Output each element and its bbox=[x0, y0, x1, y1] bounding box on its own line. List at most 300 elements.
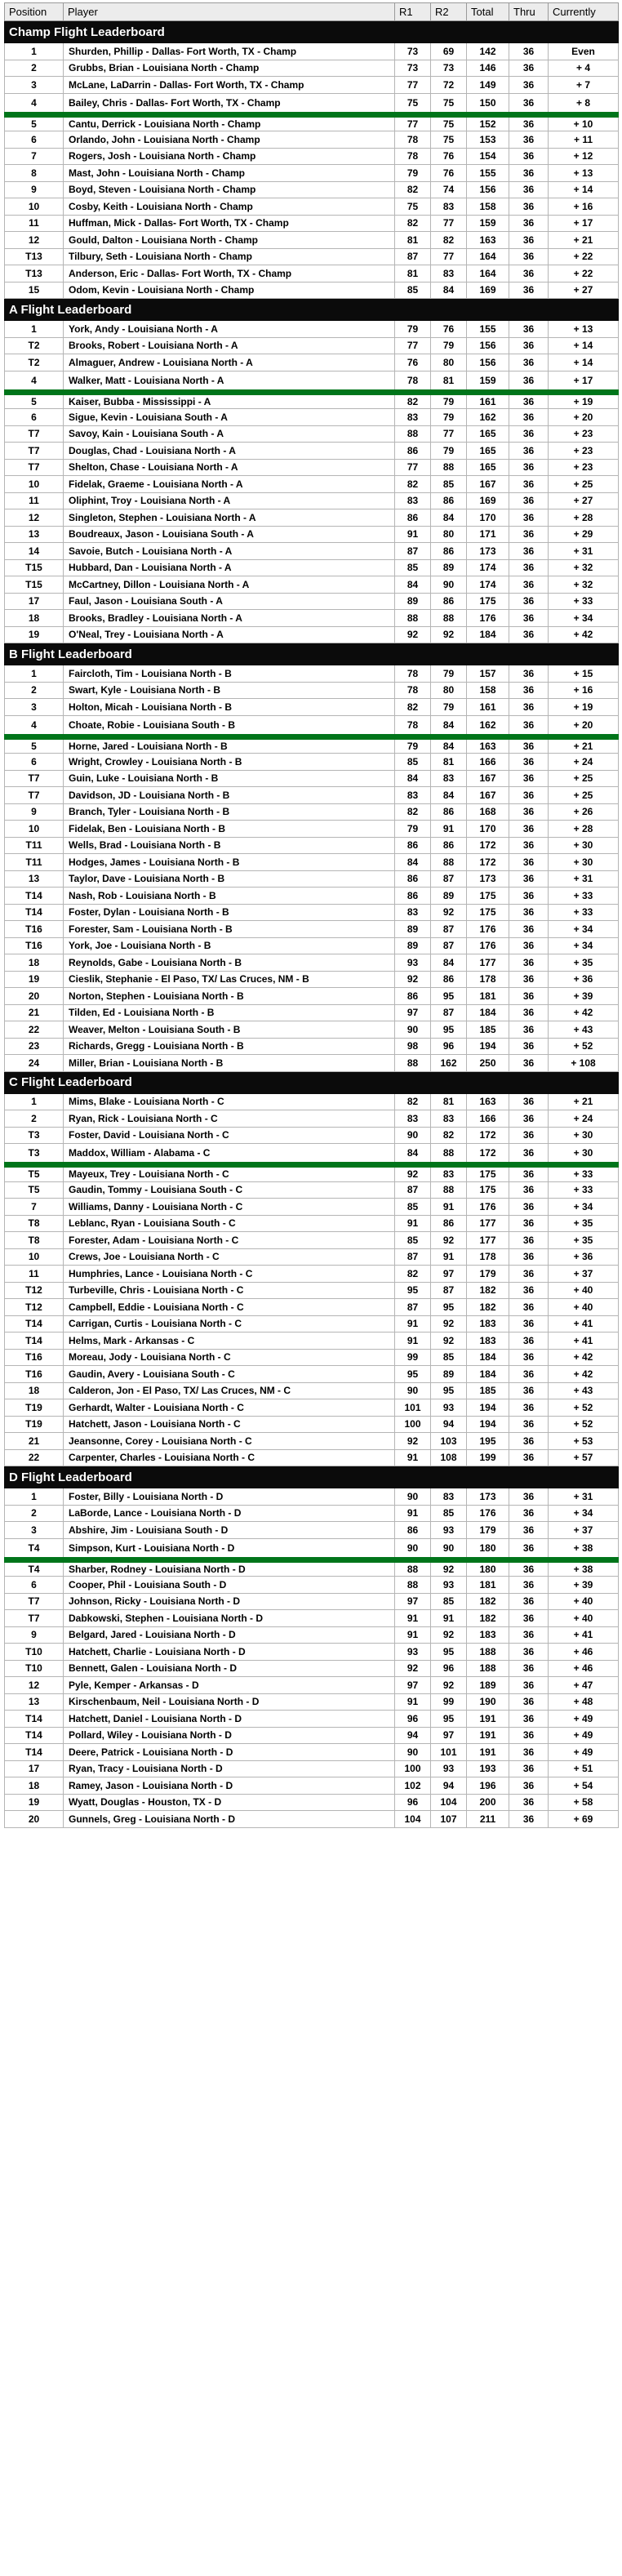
cell-total: 176 bbox=[467, 921, 509, 938]
cell-r2: 77 bbox=[431, 215, 467, 232]
cell-r2: 162 bbox=[431, 1055, 467, 1072]
cell-currently: + 30 bbox=[549, 837, 619, 854]
cell-position: T5 bbox=[5, 1181, 64, 1199]
table-row bbox=[5, 821, 619, 838]
cell-player: Douglas, Chad - Louisiana North - A bbox=[64, 443, 395, 460]
table-row bbox=[5, 476, 619, 493]
cell-currently: + 33 bbox=[549, 1165, 619, 1182]
table-row bbox=[5, 770, 619, 787]
cell-player: Faircloth, Tim - Louisiana North - B bbox=[64, 665, 395, 683]
cell-total: 163 bbox=[467, 232, 509, 249]
cell-r2: 73 bbox=[431, 60, 467, 77]
cell-player: Gaudin, Avery - Louisiana South - C bbox=[64, 1366, 395, 1383]
cell-r1: 97 bbox=[395, 1004, 431, 1021]
cell-total: 172 bbox=[467, 854, 509, 871]
cell-player: McCartney, Dillon - Louisiana North - A bbox=[64, 576, 395, 594]
table-row bbox=[5, 1266, 619, 1283]
cell-total: 193 bbox=[467, 1760, 509, 1777]
cell-player: Shurden, Phillip - Dallas- Fort Worth, TX - Champ bbox=[64, 43, 395, 60]
cell-thru: 36 bbox=[509, 1794, 549, 1811]
cell-thru: 36 bbox=[509, 593, 549, 610]
cell-position: T16 bbox=[5, 937, 64, 954]
cell-player: Huffman, Mick - Dallas- Fort Worth, TX - Champ bbox=[64, 215, 395, 232]
cell-thru: 36 bbox=[509, 1660, 549, 1677]
cell-player: Dabkowski, Stephen - Louisiana North - D bbox=[64, 1610, 395, 1627]
cell-thru: 36 bbox=[509, 1038, 549, 1055]
cell-currently: + 46 bbox=[549, 1660, 619, 1677]
cell-r1: 85 bbox=[395, 559, 431, 576]
cell-position: 18 bbox=[5, 610, 64, 627]
cell-r1: 89 bbox=[395, 921, 431, 938]
cell-position: T7 bbox=[5, 459, 64, 476]
cell-position: 10 bbox=[5, 198, 64, 216]
cell-total: 188 bbox=[467, 1660, 509, 1677]
cell-thru: 36 bbox=[509, 1004, 549, 1021]
table-row bbox=[5, 1433, 619, 1450]
cell-total: 172 bbox=[467, 1127, 509, 1144]
table-row bbox=[5, 665, 619, 683]
cell-position: 18 bbox=[5, 954, 64, 972]
cell-player: Cooper, Phil - Louisiana South - D bbox=[64, 1577, 395, 1594]
table-row bbox=[5, 870, 619, 888]
cell-r1: 84 bbox=[395, 576, 431, 594]
cell-r1: 88 bbox=[395, 1559, 431, 1577]
cell-player: Fidelak, Ben - Louisiana North - B bbox=[64, 821, 395, 838]
cell-thru: 36 bbox=[509, 1093, 549, 1110]
cell-total: 142 bbox=[467, 43, 509, 60]
cell-r1: 91 bbox=[395, 1610, 431, 1627]
cell-position: 19 bbox=[5, 626, 64, 643]
cell-position: 10 bbox=[5, 476, 64, 493]
cell-currently: + 19 bbox=[549, 699, 619, 716]
cell-position: 10 bbox=[5, 821, 64, 838]
cell-player: Mims, Blake - Louisiana North - C bbox=[64, 1093, 395, 1110]
cell-thru: 36 bbox=[509, 1577, 549, 1594]
cell-currently: + 42 bbox=[549, 1349, 619, 1366]
cell-currently: + 19 bbox=[549, 392, 619, 409]
cell-r1: 101 bbox=[395, 1399, 431, 1417]
cell-currently: + 26 bbox=[549, 803, 619, 821]
cell-r2: 91 bbox=[431, 821, 467, 838]
cell-r1: 90 bbox=[395, 1382, 431, 1399]
cell-position: 19 bbox=[5, 971, 64, 988]
cell-thru: 36 bbox=[509, 1021, 549, 1039]
table-row bbox=[5, 1538, 619, 1559]
cell-total: 155 bbox=[467, 321, 509, 338]
cell-position: T10 bbox=[5, 1660, 64, 1677]
cell-total: 188 bbox=[467, 1644, 509, 1661]
cell-thru: 36 bbox=[509, 803, 549, 821]
cell-thru: 36 bbox=[509, 870, 549, 888]
cell-currently: + 37 bbox=[549, 1522, 619, 1539]
cell-r1: 78 bbox=[395, 131, 431, 149]
cell-currently: + 52 bbox=[549, 1416, 619, 1433]
cell-thru: 36 bbox=[509, 1626, 549, 1644]
table-row bbox=[5, 1644, 619, 1661]
cell-thru: 36 bbox=[509, 93, 549, 114]
section-title: Champ Flight Leaderboard bbox=[5, 21, 619, 43]
cell-currently: + 31 bbox=[549, 543, 619, 560]
cell-currently: + 33 bbox=[549, 593, 619, 610]
cell-player: Mast, John - Louisiana North - Champ bbox=[64, 165, 395, 182]
cell-thru: 36 bbox=[509, 1055, 549, 1072]
cell-currently: + 41 bbox=[549, 1626, 619, 1644]
cell-thru: 36 bbox=[509, 248, 549, 265]
section-title: C Flight Leaderboard bbox=[5, 1071, 619, 1093]
cell-thru: 36 bbox=[509, 971, 549, 988]
table-row bbox=[5, 1248, 619, 1266]
cell-player: Grubbs, Brian - Louisiana North - Champ bbox=[64, 60, 395, 77]
cell-total: 176 bbox=[467, 937, 509, 954]
cell-thru: 36 bbox=[509, 1181, 549, 1199]
cell-currently: + 7 bbox=[549, 77, 619, 94]
cell-player: York, Joe - Louisiana North - B bbox=[64, 937, 395, 954]
table-row bbox=[5, 321, 619, 338]
cell-r2: 83 bbox=[431, 1110, 467, 1128]
cell-position: T4 bbox=[5, 1538, 64, 1559]
cell-thru: 36 bbox=[509, 1248, 549, 1266]
cell-thru: 36 bbox=[509, 610, 549, 627]
leaderboard-body bbox=[5, 21, 619, 1828]
cell-r1: 99 bbox=[395, 1349, 431, 1366]
cell-player: Rogers, Josh - Louisiana North - Champ bbox=[64, 148, 395, 165]
cell-currently: + 17 bbox=[549, 215, 619, 232]
cell-total: 195 bbox=[467, 1433, 509, 1450]
table-row bbox=[5, 1449, 619, 1466]
cell-currently: + 40 bbox=[549, 1299, 619, 1316]
cell-r2: 84 bbox=[431, 282, 467, 299]
cell-currently: + 47 bbox=[549, 1677, 619, 1694]
cell-thru: 36 bbox=[509, 148, 549, 165]
table-row bbox=[5, 1711, 619, 1728]
cell-r1: 73 bbox=[395, 43, 431, 60]
cell-r2: 96 bbox=[431, 1038, 467, 1055]
table-row bbox=[5, 543, 619, 560]
cell-thru: 36 bbox=[509, 1760, 549, 1777]
cell-position: 5 bbox=[5, 392, 64, 409]
cell-player: Brooks, Robert - Louisiana North - A bbox=[64, 337, 395, 354]
cell-r2: 86 bbox=[431, 1215, 467, 1232]
cell-total: 167 bbox=[467, 770, 509, 787]
table-row bbox=[5, 1055, 619, 1072]
header-currently: Currently bbox=[549, 3, 619, 21]
cell-r1: 84 bbox=[395, 770, 431, 787]
cell-r2: 81 bbox=[431, 1093, 467, 1110]
table-row bbox=[5, 1727, 619, 1744]
table-row bbox=[5, 1660, 619, 1677]
cell-currently: + 31 bbox=[549, 870, 619, 888]
cell-position: 22 bbox=[5, 1449, 64, 1466]
cell-currently: + 49 bbox=[549, 1711, 619, 1728]
cell-currently: + 34 bbox=[549, 1505, 619, 1522]
cell-r2: 95 bbox=[431, 1021, 467, 1039]
cell-r1: 76 bbox=[395, 354, 431, 371]
cell-r1: 90 bbox=[395, 1021, 431, 1039]
leaderboard-table bbox=[4, 2, 619, 1828]
cell-r2: 85 bbox=[431, 476, 467, 493]
table-row bbox=[5, 1038, 619, 1055]
cell-r2: 87 bbox=[431, 1282, 467, 1299]
cell-player: Maddox, William - Alabama - C bbox=[64, 1144, 395, 1165]
cell-thru: 36 bbox=[509, 1727, 549, 1744]
cell-position: 13 bbox=[5, 870, 64, 888]
cell-position: 2 bbox=[5, 682, 64, 699]
cell-currently: + 38 bbox=[549, 1538, 619, 1559]
cell-r1: 79 bbox=[395, 165, 431, 182]
cell-player: Faul, Jason - Louisiana South - A bbox=[64, 593, 395, 610]
cell-thru: 36 bbox=[509, 459, 549, 476]
cell-player: Abshire, Jim - Louisiana South - D bbox=[64, 1522, 395, 1539]
cell-r1: 82 bbox=[395, 699, 431, 716]
cell-thru: 36 bbox=[509, 1215, 549, 1232]
cell-r2: 95 bbox=[431, 1711, 467, 1728]
cell-thru: 36 bbox=[509, 1644, 549, 1661]
cell-thru: 36 bbox=[509, 1433, 549, 1450]
cell-thru: 36 bbox=[509, 425, 549, 443]
cell-currently: + 32 bbox=[549, 576, 619, 594]
cell-r2: 79 bbox=[431, 337, 467, 354]
table-row bbox=[5, 754, 619, 771]
cell-position: T16 bbox=[5, 1366, 64, 1383]
cell-r1: 79 bbox=[395, 736, 431, 754]
table-row bbox=[5, 803, 619, 821]
cell-position: T10 bbox=[5, 1644, 64, 1661]
cell-position: T14 bbox=[5, 1332, 64, 1350]
cell-position: 5 bbox=[5, 736, 64, 754]
table-row bbox=[5, 509, 619, 527]
cell-r2: 83 bbox=[431, 770, 467, 787]
cell-position: 8 bbox=[5, 165, 64, 182]
cell-player: Boudreaux, Jason - Louisiana South - A bbox=[64, 526, 395, 543]
cell-total: 194 bbox=[467, 1416, 509, 1433]
cell-player: Wells, Brad - Louisiana North - B bbox=[64, 837, 395, 854]
cell-total: 176 bbox=[467, 1199, 509, 1216]
cell-position: 20 bbox=[5, 988, 64, 1005]
cell-currently: + 13 bbox=[549, 165, 619, 182]
table-row bbox=[5, 1777, 619, 1795]
cell-player: Kaiser, Bubba - Mississippi - A bbox=[64, 392, 395, 409]
cell-thru: 36 bbox=[509, 43, 549, 60]
cell-thru: 36 bbox=[509, 337, 549, 354]
cell-total: 191 bbox=[467, 1744, 509, 1761]
cell-r2: 91 bbox=[431, 1610, 467, 1627]
cell-r2: 85 bbox=[431, 1505, 467, 1522]
cell-player: Sharber, Rodney - Louisiana North - D bbox=[64, 1559, 395, 1577]
cell-player: Campbell, Eddie - Louisiana North - C bbox=[64, 1299, 395, 1316]
cell-thru: 36 bbox=[509, 1559, 549, 1577]
cell-currently: + 8 bbox=[549, 93, 619, 114]
cell-player: Johnson, Ricky - Louisiana North - D bbox=[64, 1593, 395, 1610]
cell-total: 172 bbox=[467, 837, 509, 854]
cell-r1: 92 bbox=[395, 1165, 431, 1182]
cell-player: Kirschenbaum, Neil - Louisiana North - D bbox=[64, 1693, 395, 1711]
cell-total: 182 bbox=[467, 1610, 509, 1627]
cell-player: Cantu, Derrick - Louisiana North - Champ bbox=[64, 114, 395, 131]
table-row bbox=[5, 1693, 619, 1711]
cell-r2: 83 bbox=[431, 265, 467, 283]
cell-thru: 36 bbox=[509, 1315, 549, 1332]
cell-currently: + 52 bbox=[549, 1399, 619, 1417]
cell-currently: + 69 bbox=[549, 1811, 619, 1828]
cell-total: 168 bbox=[467, 803, 509, 821]
cell-total: 162 bbox=[467, 715, 509, 736]
cell-position: 11 bbox=[5, 215, 64, 232]
cell-total: 179 bbox=[467, 1266, 509, 1283]
cell-currently: + 28 bbox=[549, 509, 619, 527]
cell-total: 183 bbox=[467, 1332, 509, 1350]
cell-total: 177 bbox=[467, 954, 509, 972]
cell-r2: 87 bbox=[431, 937, 467, 954]
cell-thru: 36 bbox=[509, 1593, 549, 1610]
cell-player: Foster, Billy - Louisiana North - D bbox=[64, 1488, 395, 1506]
cell-currently: + 49 bbox=[549, 1727, 619, 1744]
cell-thru: 36 bbox=[509, 736, 549, 754]
cell-player: Foster, David - Louisiana North - C bbox=[64, 1127, 395, 1144]
cell-r2: 77 bbox=[431, 425, 467, 443]
table-row bbox=[5, 371, 619, 392]
cell-position: 3 bbox=[5, 1522, 64, 1539]
section-title: B Flight Leaderboard bbox=[5, 643, 619, 665]
cell-total: 158 bbox=[467, 682, 509, 699]
cell-total: 183 bbox=[467, 1626, 509, 1644]
table-row bbox=[5, 215, 619, 232]
cell-position: T7 bbox=[5, 443, 64, 460]
cell-currently: + 54 bbox=[549, 1777, 619, 1795]
cell-thru: 36 bbox=[509, 526, 549, 543]
cell-thru: 36 bbox=[509, 1399, 549, 1417]
cell-thru: 36 bbox=[509, 921, 549, 938]
cell-r2: 86 bbox=[431, 837, 467, 854]
cell-currently: + 10 bbox=[549, 114, 619, 131]
cell-thru: 36 bbox=[509, 1299, 549, 1316]
cell-position: 5 bbox=[5, 114, 64, 131]
table-row bbox=[5, 1093, 619, 1110]
cell-r1: 82 bbox=[395, 803, 431, 821]
cell-position: T12 bbox=[5, 1299, 64, 1316]
cell-r1: 91 bbox=[395, 1693, 431, 1711]
cell-r1: 96 bbox=[395, 1711, 431, 1728]
cell-r2: 91 bbox=[431, 1199, 467, 1216]
cell-player: Wright, Crowley - Louisiana North - B bbox=[64, 754, 395, 771]
cell-r1: 92 bbox=[395, 626, 431, 643]
cell-r2: 92 bbox=[431, 1626, 467, 1644]
cell-position: 20 bbox=[5, 1811, 64, 1828]
cell-r2: 86 bbox=[431, 543, 467, 560]
table-row bbox=[5, 148, 619, 165]
cell-currently: + 14 bbox=[549, 337, 619, 354]
cell-position: 13 bbox=[5, 526, 64, 543]
cell-player: Choate, Robie - Louisiana South - B bbox=[64, 715, 395, 736]
header-player: Player bbox=[64, 3, 395, 21]
cell-thru: 36 bbox=[509, 492, 549, 509]
cell-currently: + 49 bbox=[549, 1744, 619, 1761]
table-row bbox=[5, 1522, 619, 1539]
cell-total: 211 bbox=[467, 1811, 509, 1828]
table-row bbox=[5, 60, 619, 77]
cell-thru: 36 bbox=[509, 1110, 549, 1128]
cell-player: Weaver, Melton - Louisiana South - B bbox=[64, 1021, 395, 1039]
cell-r2: 88 bbox=[431, 854, 467, 871]
table-row bbox=[5, 1593, 619, 1610]
cell-r1: 78 bbox=[395, 371, 431, 392]
cell-player: Helms, Mark - Arkansas - C bbox=[64, 1332, 395, 1350]
cell-r2: 93 bbox=[431, 1522, 467, 1539]
cell-thru: 36 bbox=[509, 1610, 549, 1627]
table-row bbox=[5, 443, 619, 460]
cell-r1: 91 bbox=[395, 1626, 431, 1644]
cell-r1: 93 bbox=[395, 954, 431, 972]
cell-position: 9 bbox=[5, 803, 64, 821]
cell-total: 177 bbox=[467, 1232, 509, 1249]
cell-r2: 87 bbox=[431, 921, 467, 938]
table-row bbox=[5, 1127, 619, 1144]
cell-thru: 36 bbox=[509, 1677, 549, 1694]
cell-position: T14 bbox=[5, 1727, 64, 1744]
cell-r2: 72 bbox=[431, 77, 467, 94]
cell-r1: 87 bbox=[395, 1181, 431, 1199]
cell-currently: + 41 bbox=[549, 1332, 619, 1350]
cell-r2: 82 bbox=[431, 232, 467, 249]
cell-total: 199 bbox=[467, 1449, 509, 1466]
cell-currently: + 15 bbox=[549, 665, 619, 683]
cell-r1: 87 bbox=[395, 1299, 431, 1316]
cell-r2: 79 bbox=[431, 443, 467, 460]
cell-total: 156 bbox=[467, 181, 509, 198]
cell-r2: 75 bbox=[431, 131, 467, 149]
cell-r1: 78 bbox=[395, 148, 431, 165]
cell-player: Savoie, Butch - Louisiana North - A bbox=[64, 543, 395, 560]
cell-thru: 36 bbox=[509, 787, 549, 804]
cell-position: 4 bbox=[5, 371, 64, 392]
cell-position: 9 bbox=[5, 181, 64, 198]
cell-r1: 81 bbox=[395, 232, 431, 249]
cell-position: 11 bbox=[5, 492, 64, 509]
cell-total: 165 bbox=[467, 443, 509, 460]
table-row bbox=[5, 715, 619, 736]
cell-currently: + 42 bbox=[549, 1366, 619, 1383]
table-row bbox=[5, 1577, 619, 1594]
cell-position: 4 bbox=[5, 715, 64, 736]
cell-r2: 104 bbox=[431, 1794, 467, 1811]
cell-r1: 88 bbox=[395, 1055, 431, 1072]
table-row bbox=[5, 954, 619, 972]
cell-thru: 36 bbox=[509, 937, 549, 954]
cell-r1: 96 bbox=[395, 1794, 431, 1811]
cell-currently: + 14 bbox=[549, 181, 619, 198]
cell-r2: 83 bbox=[431, 1488, 467, 1506]
table-row bbox=[5, 1416, 619, 1433]
cell-thru: 36 bbox=[509, 60, 549, 77]
cell-currently: + 16 bbox=[549, 682, 619, 699]
cell-player: Tilden, Ed - Louisiana North - B bbox=[64, 1004, 395, 1021]
cell-r1: 85 bbox=[395, 754, 431, 771]
cell-r2: 74 bbox=[431, 181, 467, 198]
table-row bbox=[5, 1199, 619, 1216]
cell-r2: 95 bbox=[431, 1299, 467, 1316]
cell-player: Tilbury, Seth - Louisiana North - Champ bbox=[64, 248, 395, 265]
cell-r2: 88 bbox=[431, 1144, 467, 1165]
cell-position: 3 bbox=[5, 699, 64, 716]
cell-r2: 75 bbox=[431, 114, 467, 131]
cell-position: 18 bbox=[5, 1777, 64, 1795]
cell-thru: 36 bbox=[509, 354, 549, 371]
cell-currently: + 14 bbox=[549, 354, 619, 371]
cell-r2: 76 bbox=[431, 321, 467, 338]
cell-currently: + 51 bbox=[549, 1760, 619, 1777]
cell-r1: 82 bbox=[395, 181, 431, 198]
cell-total: 156 bbox=[467, 337, 509, 354]
cell-position: T8 bbox=[5, 1215, 64, 1232]
